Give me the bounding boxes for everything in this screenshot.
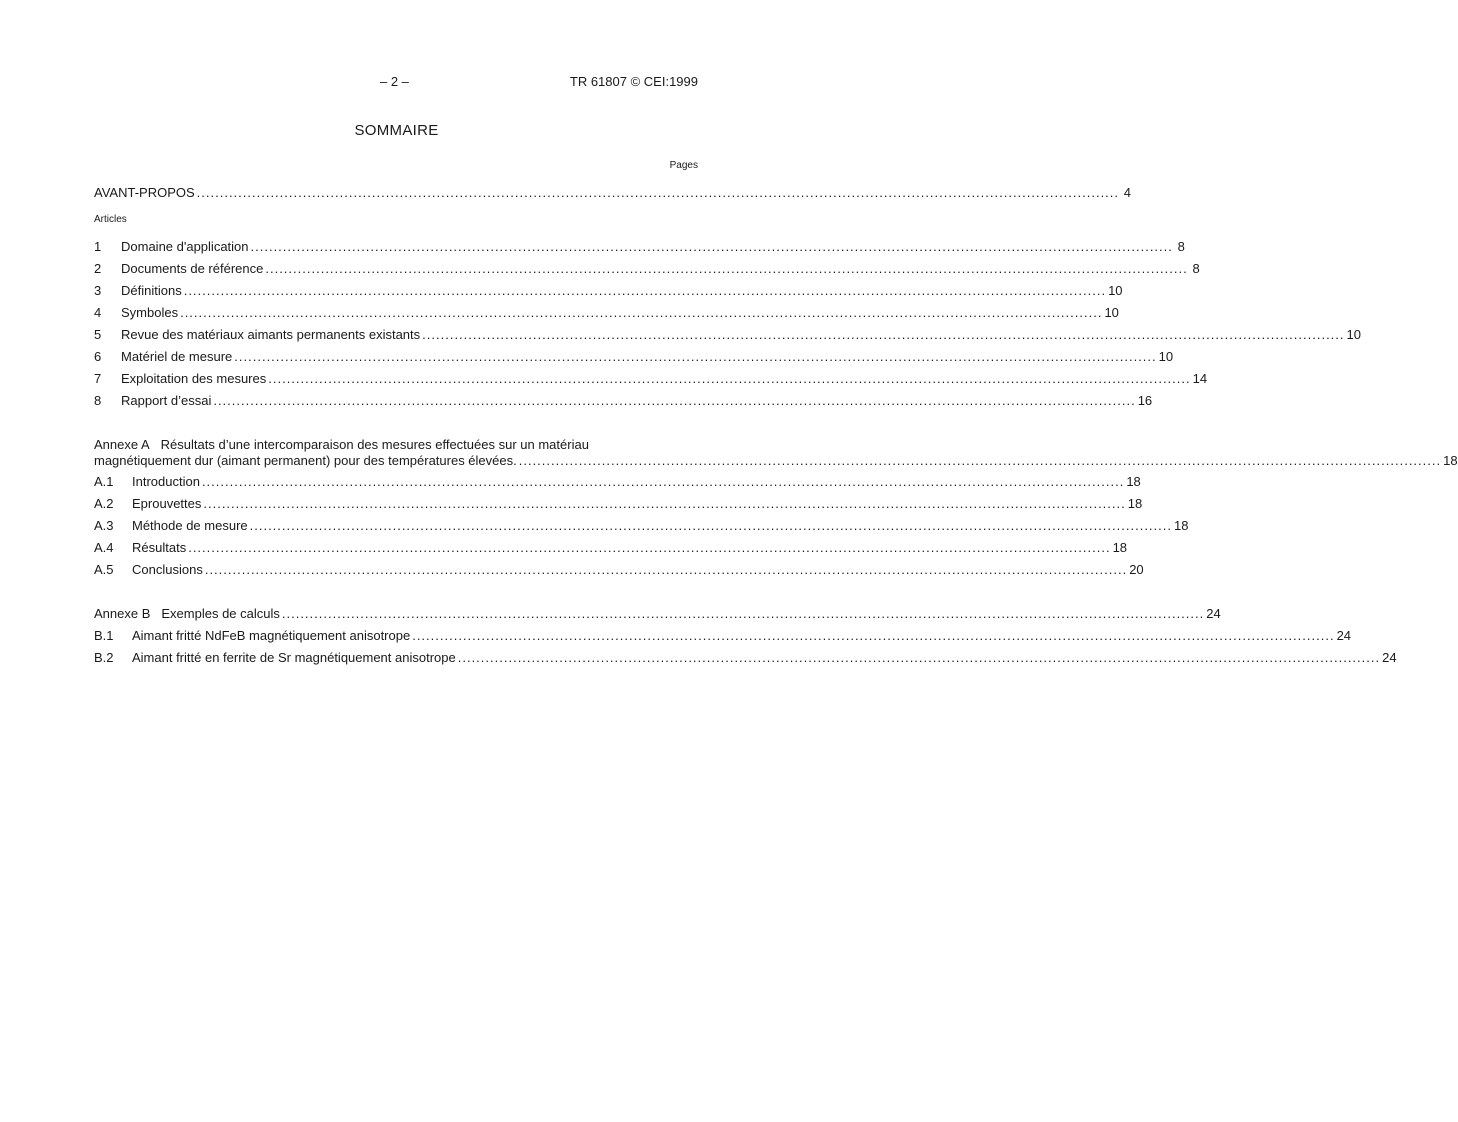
toc-entry-number: 1 (94, 239, 102, 254)
dot-leader: ........................................................................................................................................................................................................ (422, 327, 1345, 342)
toc-entry-annex-item[interactable] (81, 517, 1189, 535)
toc-entry-number: 6 (94, 349, 102, 364)
toc-entry-annex-item[interactable] (94, 627, 1352, 645)
toc-entry-page: 24 (1206, 606, 1221, 621)
toc-title: SOMMAIRE (354, 122, 439, 139)
toc-entry-title: Exploitation des mesures (121, 371, 267, 386)
toc-entry-annex-item[interactable] (81, 495, 1143, 513)
toc-entry-number: 2 (94, 261, 102, 276)
dot-leader: ........................................................................................................................................................................................................ (265, 261, 1188, 276)
toc-entry-title: Méthode de mesure (132, 518, 248, 533)
toc-entry-title: Rapport d’essai (121, 393, 212, 408)
dot-leader: ........................................................................................................................................................................................................ (250, 239, 1173, 254)
toc-entry-annex-item[interactable] (81, 561, 1144, 579)
dot-leader: ........................................................................................................................................................................................................ (412, 628, 1335, 643)
toc-entry-page: 16 (1137, 393, 1153, 408)
dot-leader: ........................................................................................................................................................................................................ (234, 349, 1157, 364)
toc-entry-number: A.4 (94, 540, 114, 555)
toc-entry-article[interactable] (94, 238, 1185, 256)
dot-leader: ........................................................................................................................................................................................................ (518, 453, 1442, 468)
dot-leader: ........................................................................................................................................................................................................ (213, 393, 1136, 408)
toc-entry-foreword[interactable] (94, 184, 1132, 202)
toc-entry-title: Conclusions (132, 562, 203, 577)
toc-entry-number: A.5 (94, 562, 114, 577)
annex-label: Annexe A (94, 437, 150, 452)
dot-leader: ........................................................................................................................................................................................................ (201, 474, 1125, 489)
dot-leader: ........................................................................................................................................................................................................ (188, 540, 1111, 555)
toc-entry-annex-item[interactable] (81, 539, 1128, 557)
toc-entry-number: 3 (94, 283, 102, 298)
toc-entry-article[interactable] (94, 282, 1123, 300)
toc-entry-annex-item[interactable] (94, 649, 1397, 667)
dot-leader: ........................................................................................................................................................................................................ (196, 185, 1120, 200)
toc-entry-title: Définitions (121, 283, 182, 298)
toc-entry-title: Résultats (132, 540, 187, 555)
page-number: – 2 – (380, 74, 409, 89)
toc-entry-number: 8 (94, 393, 102, 408)
toc-entry-number: A.1 (94, 474, 114, 489)
toc-entry-number: A.3 (94, 518, 114, 533)
toc-entry-page: 8 (1177, 239, 1185, 254)
dot-leader: ........................................................................................................................................................................................................ (249, 518, 1172, 533)
toc-entry-number: B.1 (94, 628, 114, 643)
toc-entry-article[interactable] (94, 326, 1361, 344)
toc-entry-page: 18 (1126, 474, 1141, 489)
toc-entry-page: 8 (1192, 261, 1200, 276)
annex-title-line2: magnétiquement dur (aimant permanent) pour des températures élevées. (94, 453, 517, 468)
toc-entry-annex-a[interactable] (94, 452, 1458, 470)
toc-entry-title: Revue des matériaux aimants permanents existants (121, 327, 421, 342)
toc-entry-page: 20 (1129, 562, 1144, 577)
articles-label: Articles (94, 214, 127, 225)
annex-title-line1: Résultats d’une intercomparaison des mesures effectuées sur un matériau (160, 437, 589, 452)
toc-entry-title: Exemples de calculs (161, 606, 280, 621)
toc-entry-page: 18 (1112, 540, 1128, 555)
pages-column-label: Pages (669, 160, 698, 171)
toc-entry-page: 10 (1104, 305, 1119, 320)
toc-entry-page: 24 (1336, 628, 1352, 643)
toc-entry-title: AVANT-PROPOS (94, 185, 195, 200)
toc-entry-article[interactable] (94, 260, 1200, 278)
toc-entry-number: 4 (94, 305, 102, 320)
dot-leader: ........................................................................................................................................................................................................ (183, 283, 1107, 298)
dot-leader: ........................................................................................................................................................................................................ (204, 562, 1128, 577)
dot-leader: ........................................................................................................................................................................................................ (457, 650, 1381, 665)
document-reference: TR 61807 © CEI:1999 (569, 74, 698, 89)
toc-entry-title: Introduction (132, 474, 200, 489)
dot-leader: ........................................................................................................................................................................................................ (180, 305, 1103, 320)
toc-entry-page: 18 (1174, 518, 1189, 533)
toc-entry-page: 4 (1123, 185, 1132, 200)
toc-entry-title: Eprouvettes (132, 496, 202, 511)
toc-entry-page: 10 (1158, 349, 1174, 364)
toc-entry-page: 14 (1192, 371, 1208, 386)
toc-entry-article[interactable] (94, 392, 1153, 410)
toc-entry-page: 18 (1127, 496, 1143, 511)
dot-leader: ........................................................................................................................................................................................................ (203, 496, 1126, 511)
toc-entry-number: 5 (94, 327, 102, 342)
dot-leader: ........................................................................................................................................................................................................ (281, 606, 1205, 621)
toc-entry-page: 18 (1443, 453, 1458, 468)
toc-entry-number: 7 (94, 371, 102, 386)
toc-entry-article[interactable] (94, 370, 1208, 388)
toc-entry-page: 10 (1108, 283, 1123, 298)
toc-entry-number: A.2 (94, 496, 114, 511)
toc-entry-article[interactable] (94, 304, 1119, 322)
toc-entry-title: Symboles (121, 305, 179, 320)
toc-entry-page: 24 (1382, 650, 1397, 665)
toc-entry-title: Domaine d'application (121, 239, 249, 254)
toc-entry-title: Documents de référence (121, 261, 264, 276)
toc-entry-title: Aimant fritté NdFeB magnétiquement anisotrope (132, 628, 411, 643)
annex-label: Annexe B (94, 606, 151, 621)
toc-entry-title: Aimant fritté en ferrite de Sr magnétiquement anisotrope (132, 650, 456, 665)
toc-entry-title: Matériel de mesure (121, 349, 233, 364)
toc-entry-annex-b[interactable] (94, 605, 1221, 623)
toc-entry-article[interactable] (94, 348, 1174, 366)
toc-entry-page: 10 (1346, 327, 1361, 342)
dot-leader: ........................................................................................................................................................................................................ (268, 371, 1191, 386)
toc-entry-number: B.2 (94, 650, 114, 665)
toc-entry-annex-item[interactable] (81, 473, 1141, 491)
